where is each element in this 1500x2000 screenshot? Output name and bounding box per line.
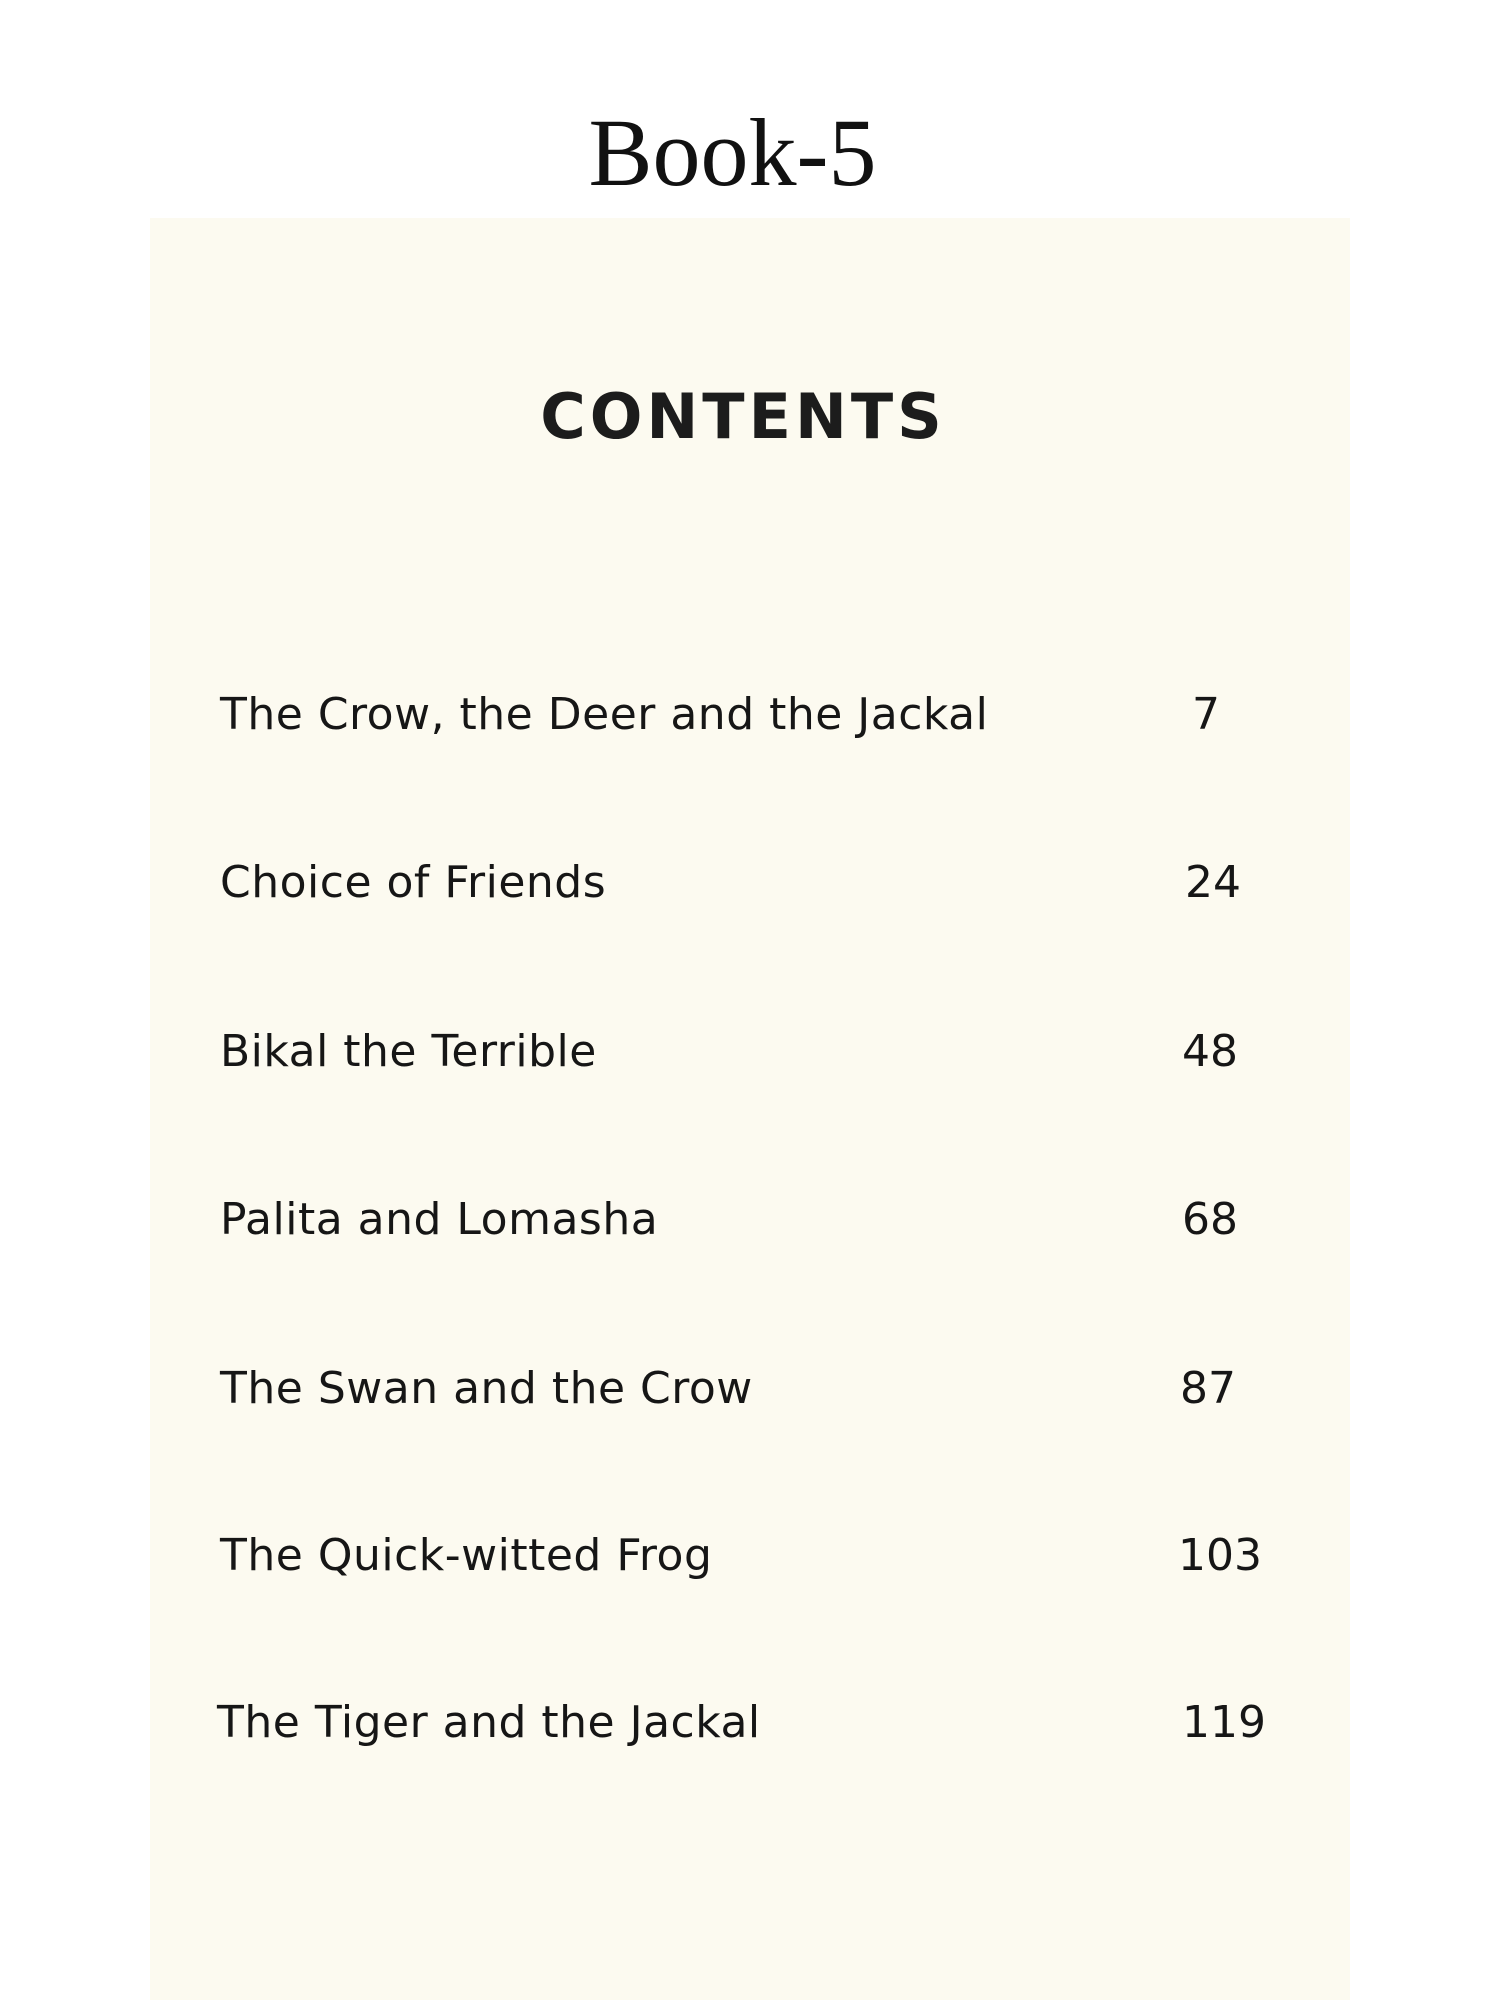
toc-entry-title: The Swan and the Crow xyxy=(220,1363,753,1414)
toc-entry xyxy=(217,1688,1266,1758)
toc-entry-page-number: 87 xyxy=(1180,1363,1236,1414)
toc-entry-page-number: 103 xyxy=(1178,1530,1262,1581)
table-of-contents xyxy=(150,218,1350,2000)
book-title: Book-5 xyxy=(588,99,877,206)
contents-page xyxy=(150,218,1350,2000)
toc-entry-title: Palita and Lomasha xyxy=(220,1194,659,1245)
toc-entry xyxy=(220,1017,1238,1087)
toc-entry-page-number: 68 xyxy=(1182,1194,1238,1245)
toc-entry-title: The Crow, the Deer and the Jackal xyxy=(220,689,989,740)
contents-heading: CONTENTS xyxy=(540,380,946,453)
toc-entry-title: Bikal the Terrible xyxy=(220,1026,597,1077)
toc-entry-page-number: 7 xyxy=(1192,689,1220,740)
toc-entry xyxy=(220,680,1220,750)
toc-entry xyxy=(220,1521,1262,1591)
toc-entry-title: The Quick-witted Frog xyxy=(220,1530,713,1581)
toc-entry-title: The Tiger and the Jackal xyxy=(217,1697,761,1748)
toc-entry xyxy=(220,1354,1236,1424)
toc-entry xyxy=(220,1185,1238,1255)
toc-entry xyxy=(220,848,1241,918)
toc-entry-page-number: 48 xyxy=(1182,1026,1238,1077)
toc-entry-page-number: 119 xyxy=(1182,1697,1266,1748)
toc-entry-page-number: 24 xyxy=(1185,857,1241,908)
toc-entry-title: Choice of Friends xyxy=(220,857,607,908)
